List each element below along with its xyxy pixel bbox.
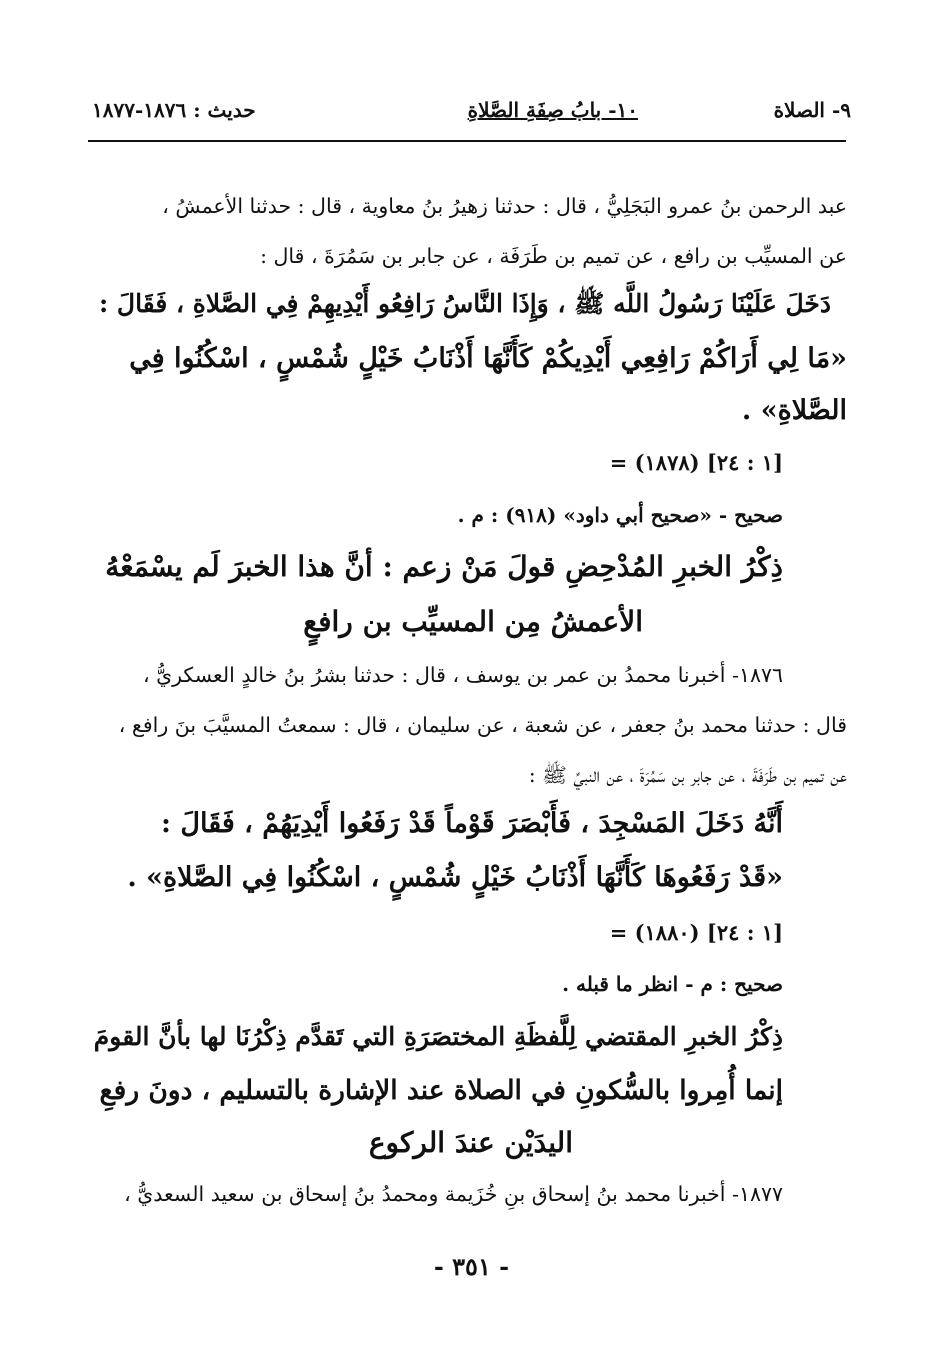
isnad-line: عبد الرحمن بنُ عمرو البَجَلِيُّ ، قال : حدثنا زهيرُ بنُ معاوية ، قال : حدثنا الأعمشُ ، bbox=[162, 194, 847, 218]
cross-reference: = (١٨٨٠) [١ : ٢٤] bbox=[609, 920, 783, 945]
chapter-heading-line: ذِكْرُ الخبرِ المقتضي لِلَّفظَةِ المختصَرَةِ التي تَقدَّم ذِكْرُنَا لها بأنَّ القومَ bbox=[93, 1022, 783, 1051]
isnad-line: ١٨٧٧- أخبرنا محمد بنُ إسحاق بنِ خُزَيمة ومحمدُ بنُ إسحاق بن سعيد السعديُّ ، bbox=[124, 1182, 783, 1206]
chapter-heading-line: اليدَيْن عندَ الركوع bbox=[368, 1126, 573, 1159]
cross-reference: = (١٨٧٨) [١ : ٢٤] bbox=[609, 450, 783, 475]
chapter-heading-line: الأعمشُ مِن المسيِّب بن رافعٍ bbox=[303, 605, 643, 638]
isnad-line: ١٨٧٦- أخبرنا محمدُ بن عمر بن يوسف ، قال : حدثنا بشرُ بنُ خالدٍ العسكريُّ ، bbox=[142, 663, 783, 687]
grade-line: صحيح - «صحيح أبي داود» (٩١٨) : م . bbox=[457, 503, 783, 527]
header-section: ١٠- بابُ صِفَةِ الصَّلاةِ bbox=[467, 98, 638, 122]
chapter-heading-line: إنما أُمِروا بالسُّكونِ في الصلاة عند الإشارة بالتسليم ، دونَ رفعِ bbox=[99, 1075, 783, 1106]
isnad-line: قال : حدثنا محمد بنُ جعفر ، عن شعبة ، عن سليمان ، قال : سمعتُ المسيَّبَ بنَ رافع ، bbox=[118, 713, 847, 737]
isnad-line: عن المسيِّب بن رافع ، عن تميم بن طَرَفَة ، عن جابر بن سَمُرَةَ ، قال : bbox=[260, 244, 847, 268]
matn-line: «قَدْ رَفَعُوهَا كَأَنَّهَا أَذْنَابُ خَيْلٍ شُمْسٍ ، اسْكُنُوا فِي الصَّلاةِ» . bbox=[127, 862, 783, 893]
matn-line: الصَّلاةِ» . bbox=[741, 395, 847, 426]
grade-line: صحيح : م - انظر ما قبله . bbox=[562, 972, 783, 996]
chapter-heading-line: ذِكْرُ الخبرِ المُدْحِضِ قولَ مَنْ زعم : أنَّ هذا الخبرَ لَم يسْمَعْهُ bbox=[105, 550, 783, 583]
header-chapter: ٩- الصلاة bbox=[773, 98, 851, 122]
matn-line: أَنَّهُ دَخَلَ المَسْجِدَ ، فَأَبْصَرَ قَوْماً قَدْ رَفَعُوا أَيْدِيَهُمْ ، فَقَالَ : bbox=[160, 808, 783, 839]
isnad-line: عن تميم بن طَرَفَةَ ، عن جابر بن سَمُرَةَ ، عن النبيِّ ﷺ : bbox=[528, 763, 847, 787]
header-rule bbox=[88, 140, 846, 142]
header-hadith-range: حديث : ١٨٧٦-١٨٧٧ bbox=[92, 98, 256, 122]
matn-line: دَخَلَ عَلَيْنَا رَسُولُ اللَّه ﷺ ، وَإِذَا النَّاسُ رَافِعُو أَيْدِيهِمْ فِي الصَّلاةِ ، فَقَالَ : bbox=[98, 289, 831, 318]
matn-line: «مَا لِي أَرَاكُمْ رَافِعِي أَيْدِيكُمْ كَأَنَّهَا أَذْنَابُ خَيْلٍ شُمْسٍ ، اسْكُنُوا فِي bbox=[129, 343, 847, 374]
page-number: - ٣٥١ - bbox=[433, 1252, 510, 1281]
